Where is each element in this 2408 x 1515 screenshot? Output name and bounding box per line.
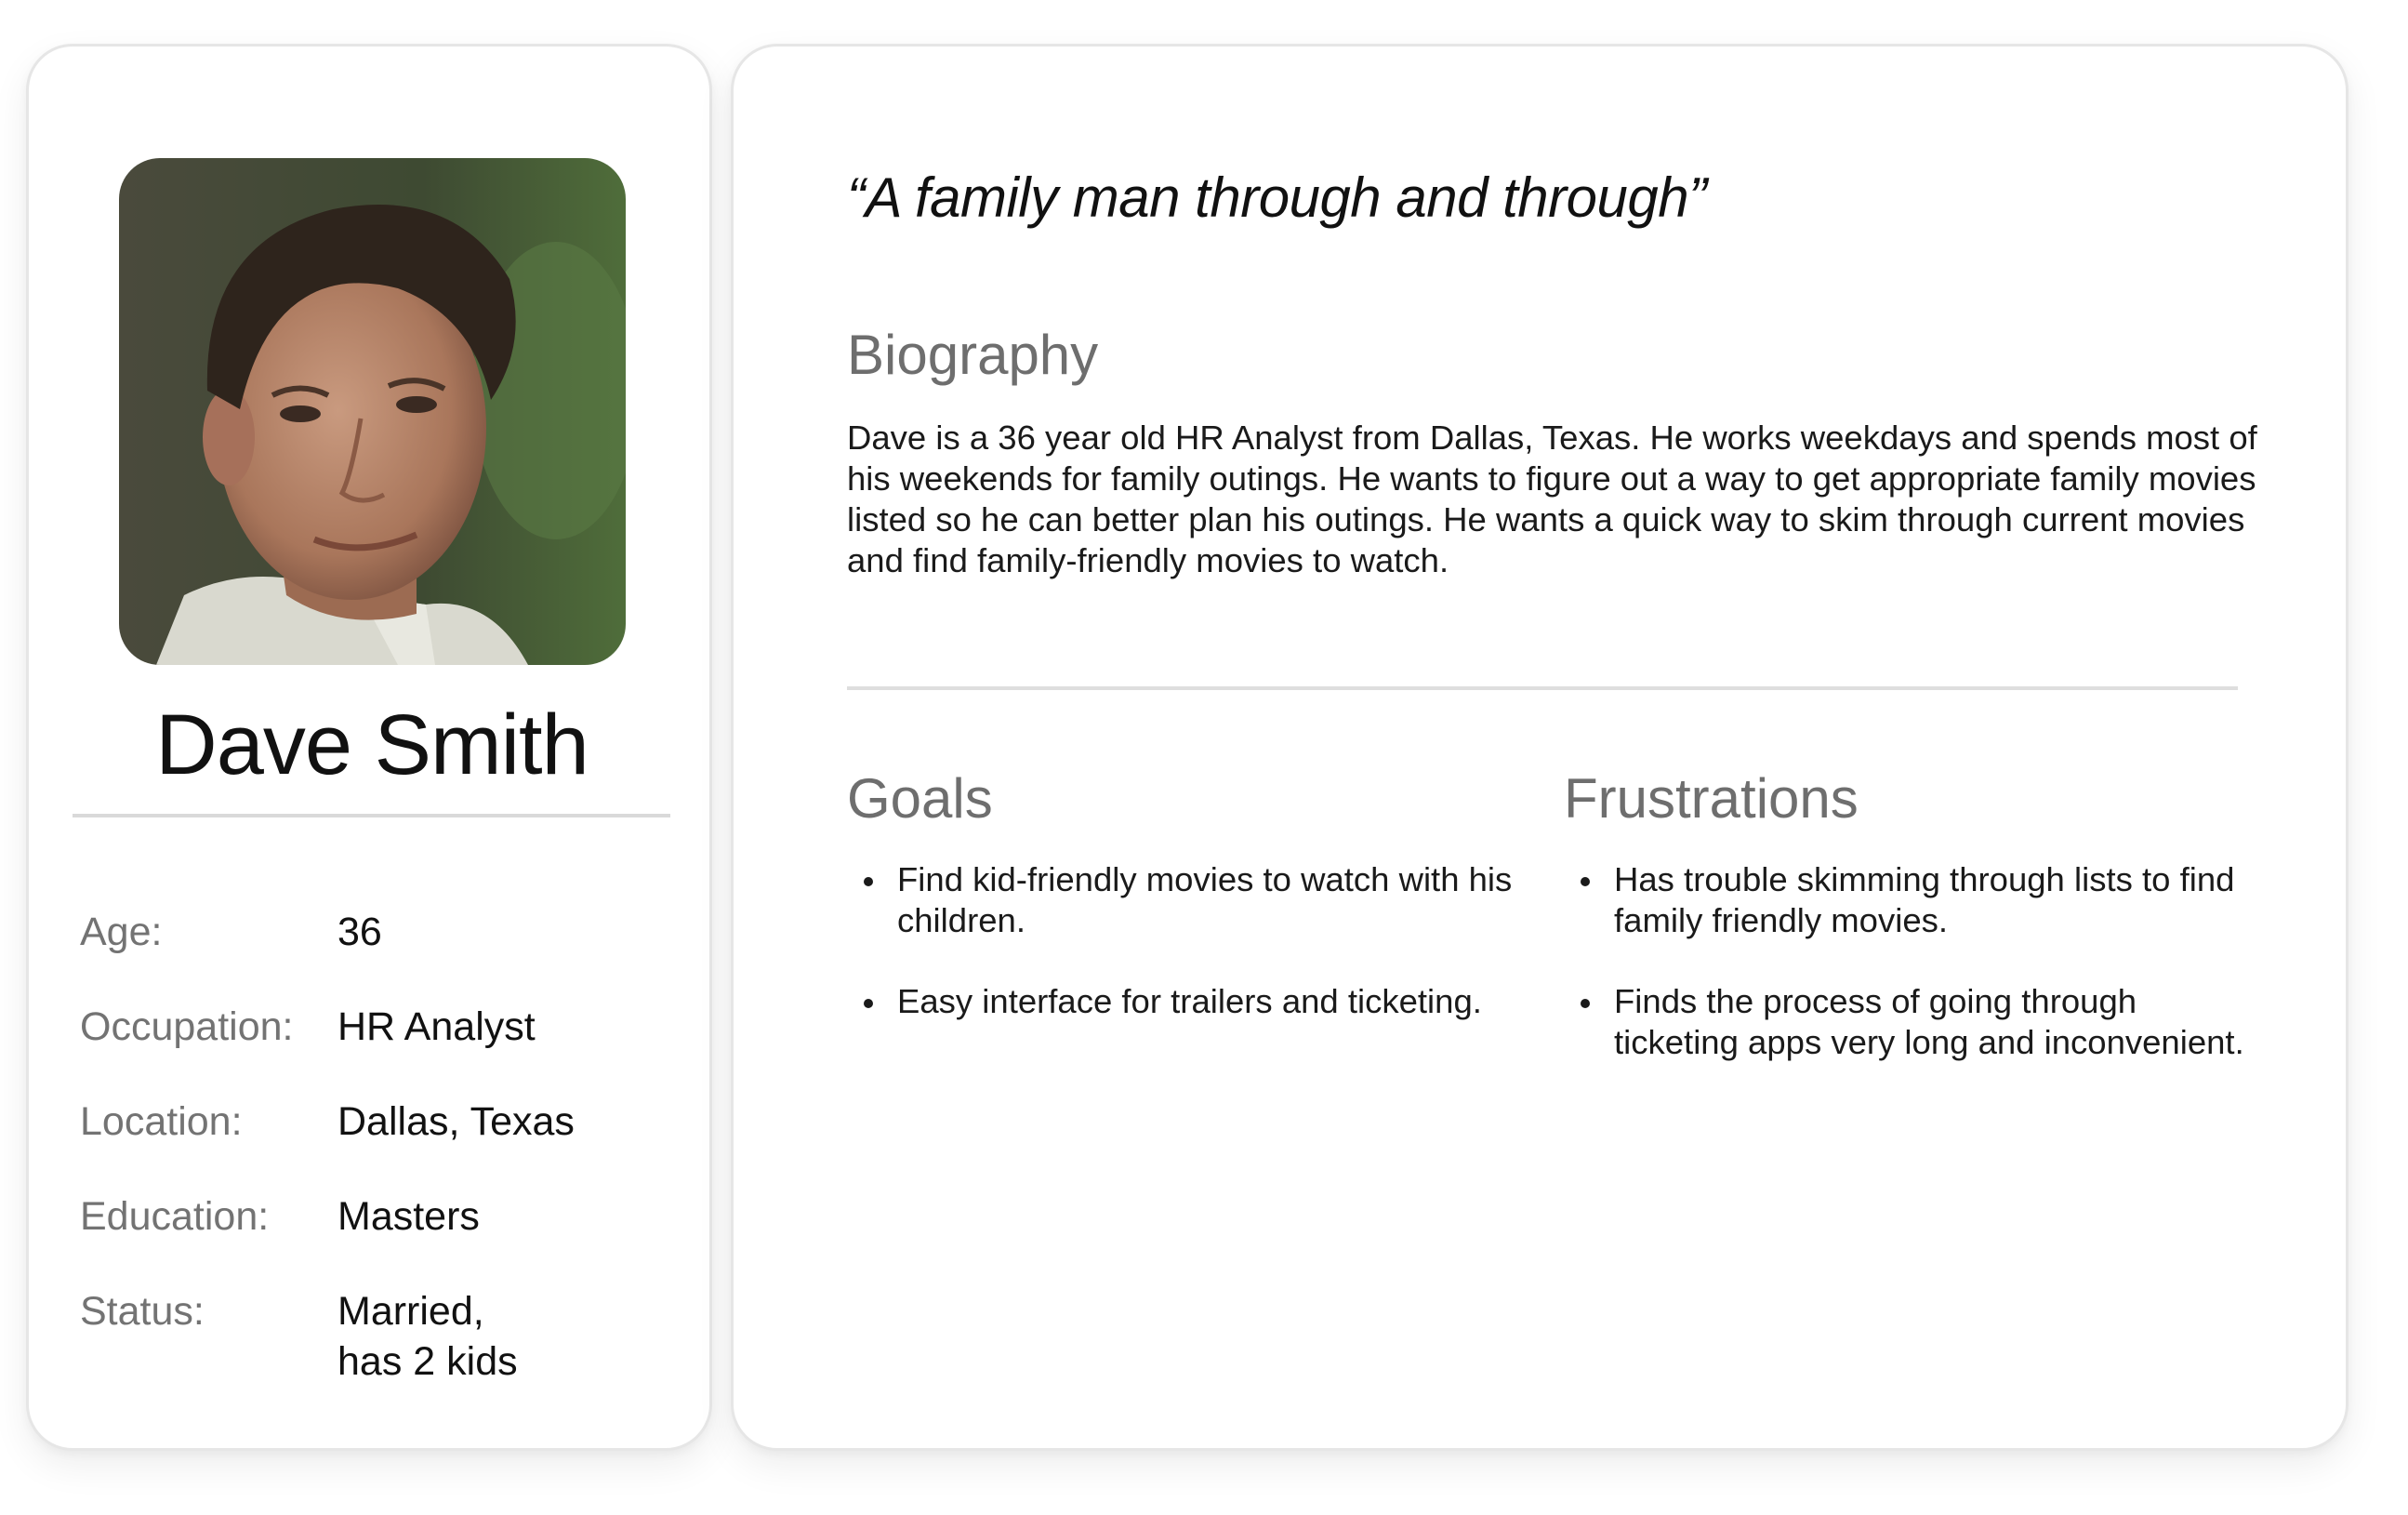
persona-quote: “A family man through and through”: [847, 166, 1707, 229]
frustrations-heading: Frustrations: [1564, 767, 1859, 830]
bullet-icon: [864, 877, 873, 886]
name-divider: [73, 814, 670, 817]
profile-photo: [119, 158, 626, 665]
frustration-text: Finds the process of going through ticketing apps very long and inconvenient.: [1614, 982, 2244, 1061]
goals-list: [864, 859, 1533, 1062]
attribute-value: Masters: [337, 1194, 480, 1239]
biography-heading: Biography: [847, 324, 1099, 386]
attribute-label: Location:: [80, 1099, 243, 1144]
list-item: [1581, 981, 2250, 1063]
goal-text: Find kid-friendly movies to watch with his children.: [897, 860, 1513, 939]
goal-text: Easy interface for trailers and ticketing.: [897, 982, 1482, 1020]
attribute-label: Education:: [80, 1194, 270, 1239]
profile-card: [26, 44, 712, 1451]
bullet-icon: [1581, 877, 1590, 886]
biography-text: Dave is a 36 year old HR Analyst from Dallas, Texas. He works weekdays and spends most of his weekends for family outings. He wants to figure out a way to get appropriate family movies listed so he can better plan his outings. He wants a quick way to skim through current movies and find family-friendly movies to watch.: [847, 419, 2257, 579]
attribute-label: Age:: [80, 910, 163, 954]
attribute-value: Dallas, Texas: [337, 1099, 575, 1144]
bullet-icon: [864, 999, 873, 1008]
goals-heading: Goals: [847, 767, 993, 830]
list-item: [864, 981, 1533, 1022]
bullet-icon: [1581, 999, 1590, 1008]
list-item: [864, 859, 1533, 941]
detail-card: [731, 44, 2348, 1451]
section-divider: [847, 686, 2238, 690]
list-item: [1581, 859, 2250, 941]
frustrations-list: [1581, 859, 2250, 1103]
frustration-text: Has trouble skimming through lists to find family friendly movies.: [1614, 860, 2235, 939]
attribute-label: Occupation:: [80, 1004, 294, 1049]
attribute-label: Status:: [80, 1289, 205, 1334]
persona-name: Dave Smith: [155, 698, 589, 792]
attribute-value: 36: [337, 910, 382, 954]
attribute-value: Married, has 2 kids: [337, 1289, 518, 1384]
attribute-value: HR Analyst: [337, 1004, 536, 1049]
